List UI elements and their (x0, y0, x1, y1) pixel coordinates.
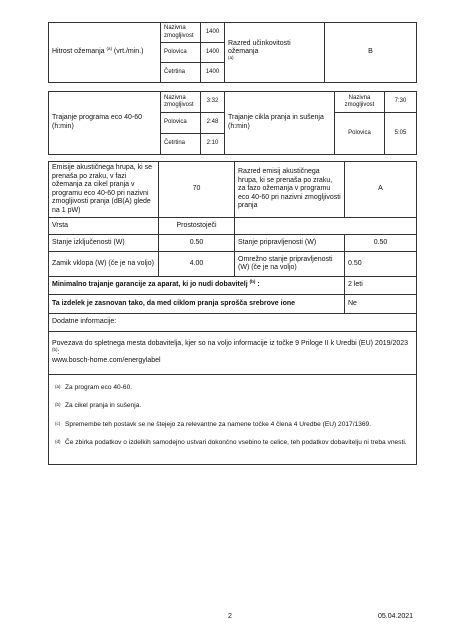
wash-dry-duration-label: Trajanje cikla pranja in sušenja (h:min) (225, 92, 335, 155)
off-mode-label: Stanje izključenosti (W) (49, 235, 159, 252)
spin-load-half: Polovica (161, 43, 201, 63)
standby-value: 0.50 (345, 235, 417, 252)
footnotes-cell (49, 375, 417, 465)
additional-info-heading: Dodatne informacije: (49, 314, 417, 332)
eco-load-quarter: Četrtina (161, 134, 201, 155)
network-standby-label: Omrežno stanje pripravljenosti (W) (če je na voljo) (235, 252, 345, 277)
spin-load-quarter: Četrtina (161, 63, 201, 83)
footnote-a: (a) Za program eco 40-60. (55, 384, 133, 392)
spin-class-value: B (325, 23, 417, 83)
spin-speed-label: Hitrost ožemanja $^{(a)}$ (vrt./min.) (49, 23, 161, 83)
type-value: Prostostoječi (159, 218, 235, 235)
footnote-d: (d) Če zbirka podatkov o izdelkih samodejno ustvari dokončno vsebino te celice, teh podatkov dobavitelju ni treba vnesti. (55, 438, 407, 446)
wash-dry-load-half: Polovica (335, 113, 385, 155)
product-info-sheet (48, 22, 416, 465)
spin-value-quarter: 1400 (201, 63, 225, 83)
noise-class-label: Razred emisij akustičnega hrupa, ki se prenaša po zraku, za fazo ožemanja v programu eco 40-60 pri nazivni zmogljivosti pranja (235, 162, 345, 218)
document-date: 05.04.2021 (378, 613, 414, 620)
noise-emission-value: 70 (159, 162, 235, 218)
wash-dry-value-half: 5:05 (385, 113, 417, 155)
duration-table (48, 91, 417, 155)
main-table (48, 161, 417, 465)
silver-ions-label: Ta izdelek je zasnovan tako, da med ciklom pranja sprošča srebrove ione (49, 295, 345, 314)
spin-value-half: 1400 (201, 43, 225, 63)
silver-ions-value: Ne (345, 295, 417, 314)
guarantee-value: 2 leti (345, 277, 417, 295)
noise-emission-label: Emisije akustičnega hrupa, ki se prenaša po zraku, v fazi ožemanja za cikel pranja v programu eco 40-60 pri nazivni zmogljivosti pranja (dB(A) glede na 1 pW) (49, 162, 159, 218)
supplier-link-cell: Povezava do spletnega mesta dobavitelja, kjer so na voljo informacije iz točke 9 Priloge II k Uredbi (EU) 2019/2023 $^{(b)}$: www.bosch-home.com/energylabel (49, 332, 417, 375)
footnote-b: (b) Za cikel pranja in sušenja. (55, 402, 142, 410)
off-mode-value: 0.50 (159, 235, 235, 252)
standby-label: Stanje pripravljenosti (W) (235, 235, 345, 252)
footnote-c: (c) Spremembe teh postavk se ne štejejo za relevantne za namene točke 4 člena 4 Uredbe (EU) 2017/1369. (55, 420, 372, 428)
guarantee-label: Minimalno trajanje garancije za aparat, ki jo nudi dobavitelj $^{(b)}$ : (49, 277, 345, 295)
eco-load-half: Polovica (161, 113, 201, 134)
page-number: 2 (228, 613, 232, 620)
eco-value-rated: 3:32 (201, 92, 225, 113)
type-empty-cell (235, 218, 417, 235)
delay-start-label: Zamik vklopa (W) (če je na voljo) (49, 252, 159, 277)
spin-class-label: Razred učinkovitosti ožemanja $^{(a)}$ (225, 23, 325, 83)
type-label: Vrsta (49, 218, 159, 235)
wash-dry-load-rated: Nazivna zmogljivost (335, 92, 385, 113)
eco-duration-label: Trajanje programa eco 40-60 (h:min) (49, 92, 161, 155)
spin-value-rated: 1400 (201, 23, 225, 43)
eco-load-rated: Nazivna zmogljivost (161, 92, 201, 113)
spin-table (48, 22, 417, 83)
eco-value-half: 2:48 (201, 113, 225, 134)
delay-start-value: 4.00 (159, 252, 235, 277)
eco-value-quarter: 2:10 (201, 134, 225, 155)
noise-class-value: A (345, 162, 417, 218)
wash-dry-value-rated: 7:30 (385, 92, 417, 113)
network-standby-value: 0.50 (345, 252, 417, 277)
spin-load-rated: Nazivna zmogljivost (161, 23, 201, 43)
supplier-url[interactable]: www.bosch-home.com/energylabel (52, 357, 161, 365)
